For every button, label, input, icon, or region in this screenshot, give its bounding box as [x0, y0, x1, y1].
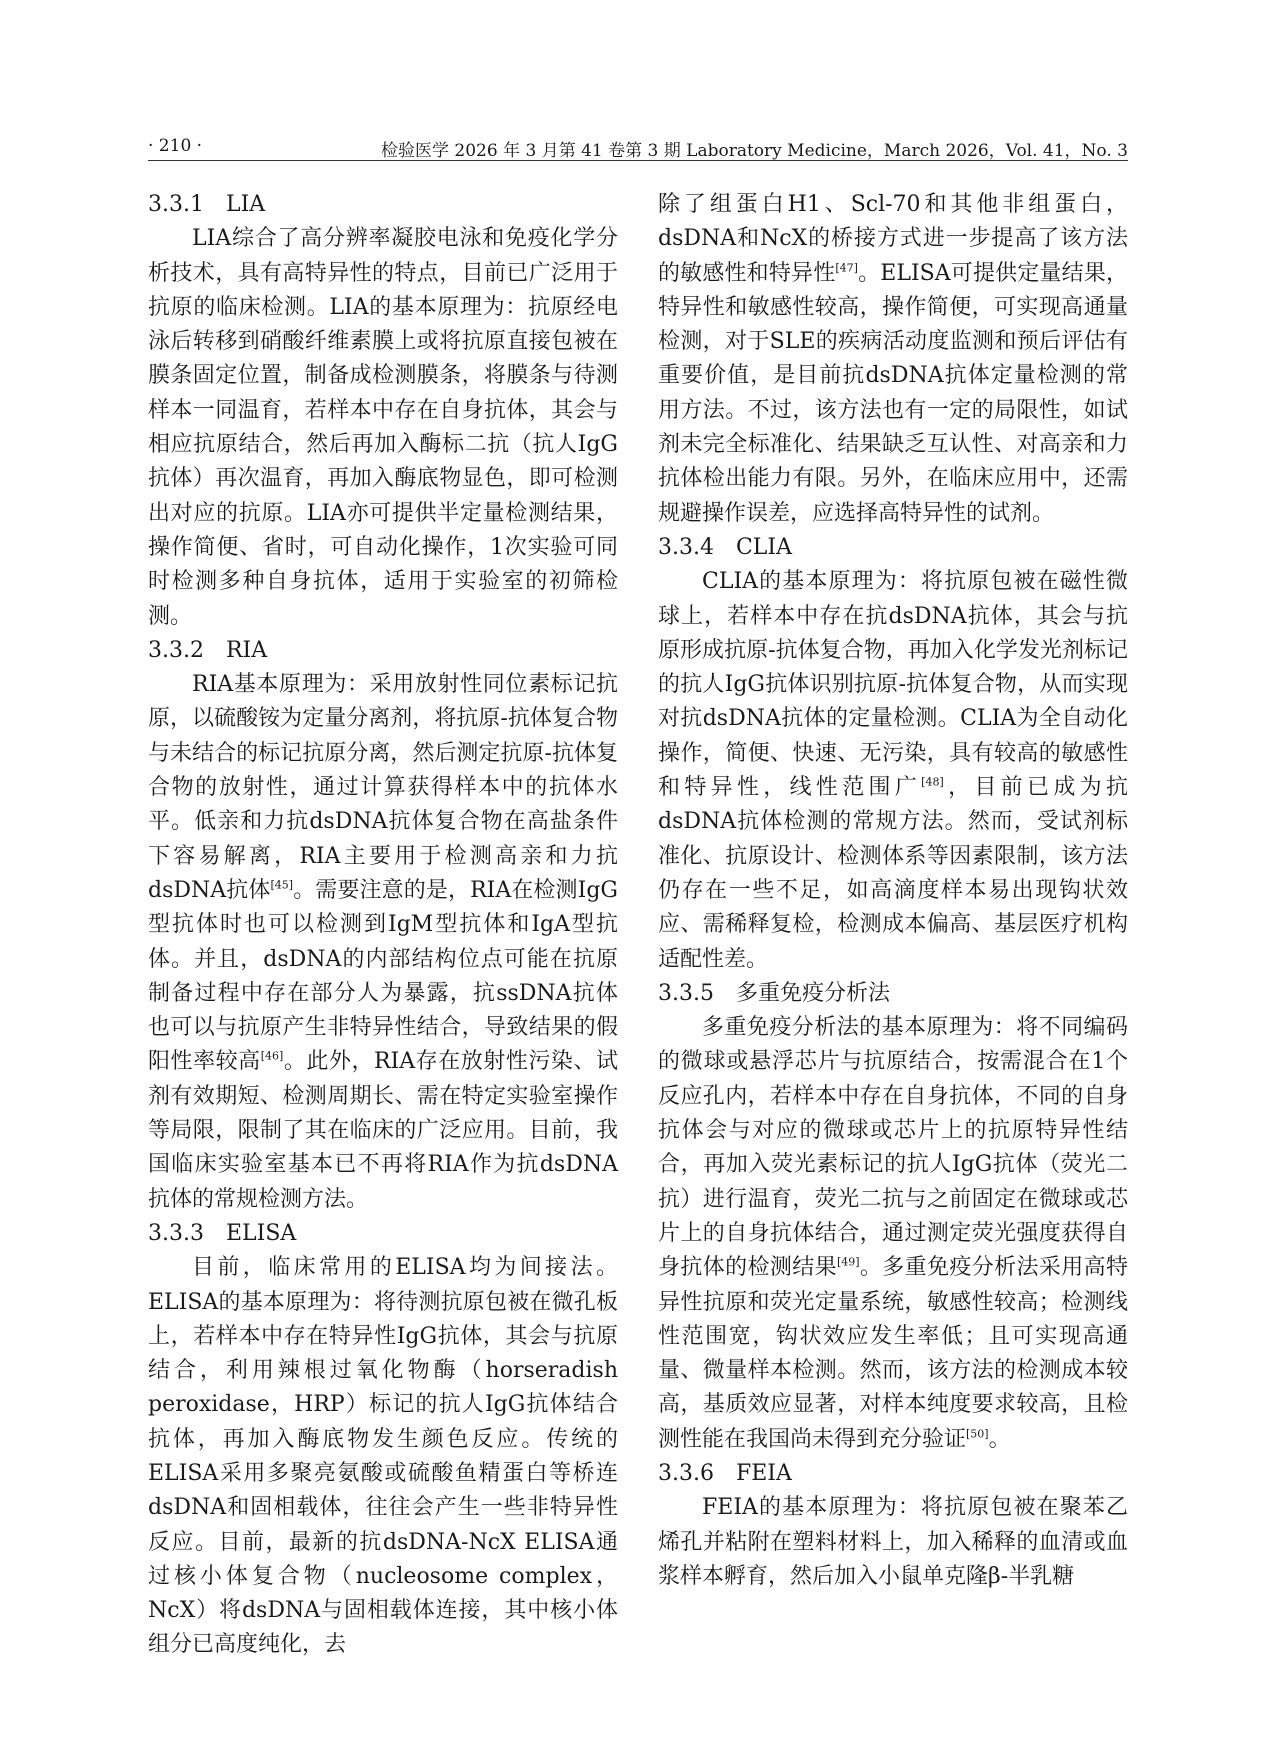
paragraph-text: RIA基本原理为：采用放射性同位素标记抗原，以硫酸铵为定量分离剂，将抗原-抗体复合物与未结合的标记抗原分离，然后测定抗原-抗体复合物的放射性，通过计算获得样本中的抗体水平。低亲和力抗dsDNA抗体复合物在高盐条件下容易解离，RIA主要用于检测高亲和力抗dsDNA抗体: [148, 672, 618, 903]
section-heading-3-3-3: 3.3.3 ELISA: [148, 1220, 297, 1246]
section-heading-3-3-2: 3.3.2 RIA: [148, 637, 268, 663]
section-heading-3-3-4: 3.3.4 CLIA: [658, 534, 792, 560]
paragraph-text: 多重免疫分析法的基本原理为：将不同编码的微球或悬浮芯片与抗原结合，按需混合在1个反应孔内，若样本中存在自身抗体，不同的自身抗体会与对应的微球或芯片上的抗原特异性结合，再加入荧光素标记的抗人IgG抗体（荧光二抗）进行温育，荧光二抗与之前固定在微球或芯片上的自身抗体结合，通过测定荧光强度获得自身抗体的检测结果: [658, 1015, 1128, 1281]
paragraph-text: CLIA的基本原理为：将抗原包被在磁性微球上，若样本中存在抗dsDNA抗体，其会与抗原形成抗原-抗体复合物，再加入化学发光剂标记的抗人IgG抗体识别抗原-抗体复合物，从而实现对抗dsDNA抗体的定量检测。CLIA为全自动化操作，简便、快速、无污染，具有较高的敏感性和特异性，线性范围广: [658, 569, 1128, 801]
right-column: [658, 188, 1128, 1594]
section-heading-3-3-1: 3.3.1 LIA: [148, 192, 266, 217]
citation-ref-47: [47]: [835, 261, 858, 275]
paragraph-clia: [658, 565, 1128, 977]
paragraph-feia: FEIA的基本原理为：将抗原包被在聚苯乙烯孔并粘附在塑料材料上，加入稀释的血清或血浆样本孵育，然后加入小鼠单克隆β-半乳糖: [658, 1495, 1128, 1589]
section-heading-3-3-6: 3.3.6 FEIA: [658, 1460, 792, 1486]
paragraph-text: 。: [988, 1426, 1011, 1452]
paragraph-text: ，目前已成为抗dsDNA抗体检测的常规方法。然而，受试剂标准化、抗原设计、检测体系等因素限制，该方法仍存在一些不足，如高滴度样本易出现钩状效应、需稀释复检，检测成本偏高、基层医疗机构适配性差。: [658, 775, 1128, 972]
journal-citation: 检验医学 2026 年 3 月第 41 卷第 3 期 Laboratory Medicine，March 2026，Vol. 41，No. 3: [381, 141, 1128, 161]
paragraph-text: 除了组蛋白H1、Scl-70和其他非组蛋白，dsDNA和NcX的桥接方式进一步提高了该方法的敏感性和特异性: [658, 192, 1128, 286]
citation-ref-49: [49]: [836, 1255, 860, 1269]
citation-ref-48: [48]: [921, 775, 944, 789]
paragraph-text: 。多重免疫分析法采用高特异性抗原和荧光定量系统，敏感性较高；检测线性范围宽，钩状效应发生率低；且可实现高通量、微量样本检测。然而，该方法的检测成本较高，基质效应显著，对样本纯度要求较高，且检测性能在我国尚未得到充分验证: [658, 1255, 1128, 1452]
left-column: [148, 188, 618, 1663]
paragraph-elisa-continued: [658, 188, 1128, 531]
paragraph-ria: [148, 668, 618, 1217]
citation-ref-46: [46]: [260, 1050, 284, 1064]
paragraph-text: 。ELISA可提供定量结果，特异性和敏感性较高，操作简便，可实现高通量检测，对于SLE的疾病活动度监测和预后评估有重要价值，是目前抗dsDNA抗体定量检测的常用方法。不过，该方法也有一定的局限性，如试剂未完全标准化、结果缺乏互认性、对高亲和力抗体检出能力有限。另外，在临床应用中，还需规避操作误差，应选择高特异性的试剂。: [658, 260, 1128, 526]
paragraph-multiplex: [658, 1011, 1128, 1457]
citation-ref-50: [50]: [966, 1427, 989, 1441]
paragraph-lia: LIA综合了高分辨率凝胶电泳和免疫化学分析技术，具有高特异性的特点，目前已广泛用于抗原的临床检测。LIA的基本原理为：抗原经电泳后转移到硝酸纤维素膜上或将抗原直接包被在膜条固定位置，制备成检测膜条，将膜条与待测样本一同温育，若样本中存在自身抗体，其会与相应抗原结合，然后再加入酶标二抗（抗人IgG抗体）再次温育，再加入酶底物显色，即可检测出对应的抗原。LIA亦可提供半定量检测结果，操作简便、省时，可自动化操作，1次实验可同时检测多种自身抗体，适用于实验室的初筛检测。: [148, 226, 618, 629]
paragraph-elisa: 目前，临床常用的ELISA均为间接法。ELISA的基本原理为：将待测抗原包被在微孔板上，若样本中存在特异性IgG抗体，其会与抗原结合，利用辣根过氧化物酶（horseradish peroxidase，HRP）标记的抗人IgG抗体结合抗体，再加入酶底物发生颜色反应。传统的ELISA采用多聚亮氨酸或硫酸鱼精蛋白等桥连dsDNA和固相载体，往往会产生一些非特异性反应。目前，最新的抗dsDNA-NcX ELISA通过核小体复合物（nucleosome complex，NcX）将dsDNA与固相载体连接，其中核小体组分已高度纯化，去: [148, 1255, 618, 1658]
paragraph-text: 。此外，RIA存在放射性污染、试剂有效期短、检测周期长、需在特定实验室操作等局限，限制了其在临床的广泛应用。目前，我国临床实验室基本已不再将RIA作为抗dsDNA抗体的常规检测方法。: [148, 1049, 618, 1212]
citation-ref-45: [45]: [270, 878, 294, 892]
running-header: [148, 130, 1128, 161]
section-heading-3-3-5: 3.3.5 多重免疫分析法: [658, 980, 890, 1006]
paragraph-text: 。需要注意的是，RIA在检测IgG型抗体时也可以检测到IgM型抗体和IgA型抗体。并且，dsDNA的内部结构位点可能在抗原制备过程中存在部分人为暴露，抗ssDNA抗体也可以与抗原产生非特异性结合，导致结果的假阳性率较高: [148, 877, 618, 1075]
page-number: · 210 ·: [148, 136, 203, 156]
